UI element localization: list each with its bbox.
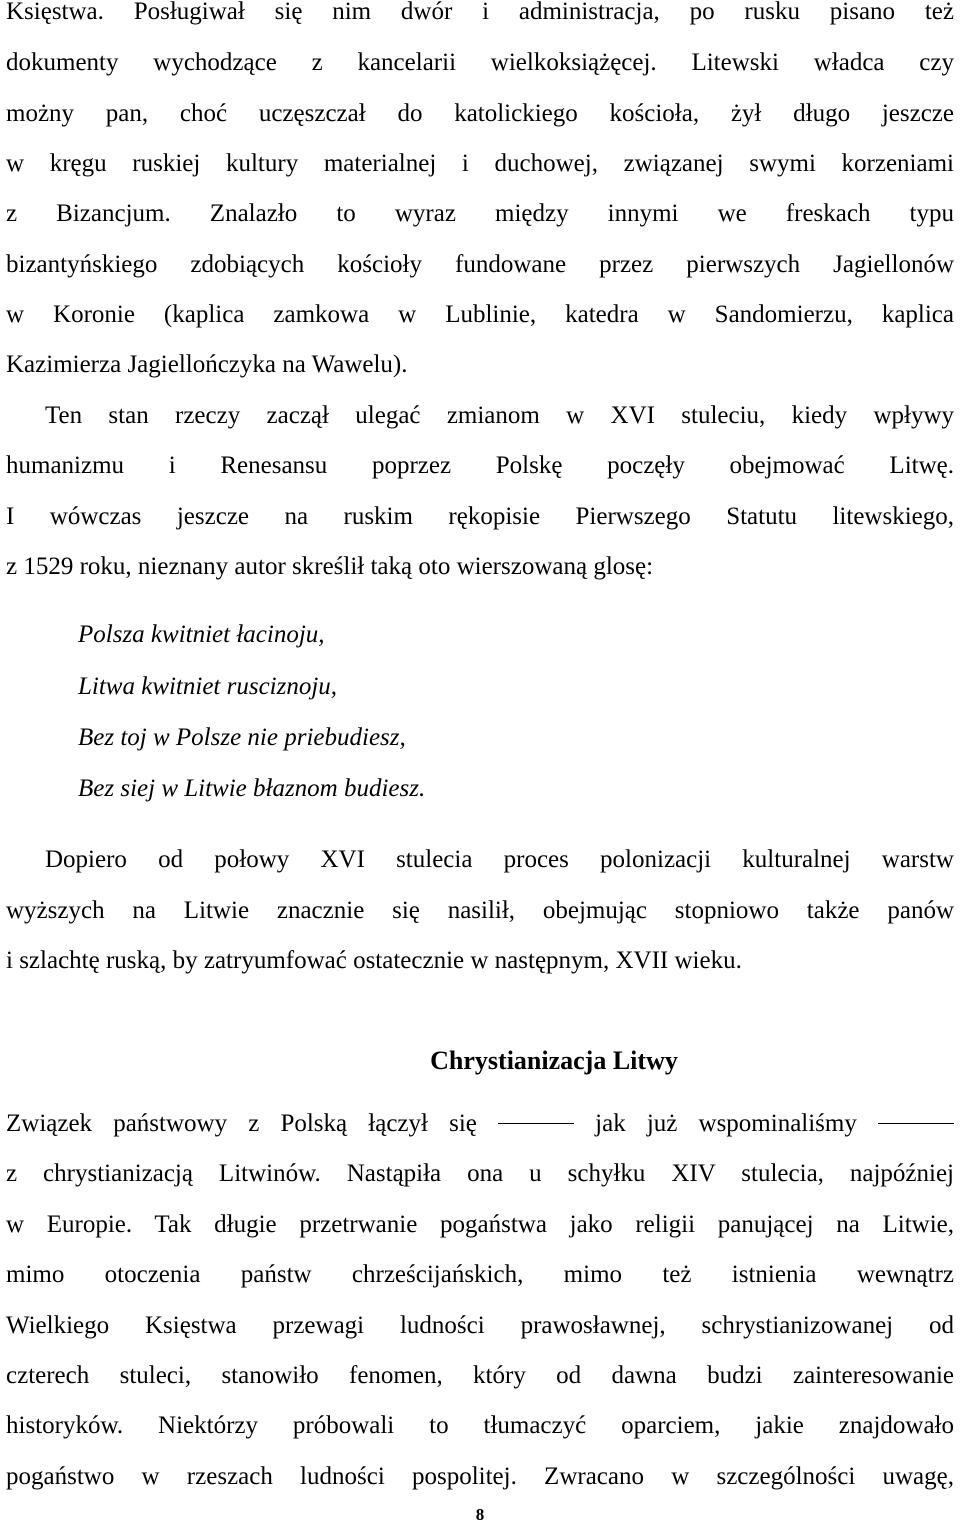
paragraph-4-line-1 [6, 1109, 954, 1139]
paragraph-1-line-7: w Koronie (kaplica zamkowa w Lublinie, katedra w Sandomierzu, kaplica [6, 301, 954, 328]
paragraph-2-line-3: I wówczas jeszcze na ruskim rękopisie Pierwszego Statutu litewskiego, [6, 503, 954, 530]
paragraph-2-line-1: Ten stan rzeczy zaczął ulegać zmianom w XVI stuleciu, kiedy wpływy [45, 402, 954, 429]
paragraph-4-line-3: w Europie. Tak długie przetrwanie pogaństwa jako religii panującej na Litwie, [6, 1211, 954, 1238]
paragraph-4-line-1-middle: jak już wspominaliśmy [595, 1110, 857, 1137]
paragraph-4-line-5: Wielkiego Księstwa przewagi ludności prawosławnej, schrystianizowanej od [6, 1312, 954, 1339]
paragraph-4-line-2: z chrystianizacją Litwinów. Nastąpiła ona u schyłku XIV stulecia, najpóźniej [6, 1160, 954, 1187]
em-dash [878, 1123, 954, 1124]
poem-line-4: Bez siej w Litwie błaznom budiesz. [78, 775, 426, 802]
paragraph-4-line-8: pogaństwo w rzeszach ludności pospolitej. Zwracano w szczególności uwagę, [6, 1463, 954, 1490]
poem-line-3: Bez toj w Polsze nie priebudiesz, [78, 724, 406, 751]
paragraph-1-line-4: w kręgu ruskiej kultury materialnej i duchowej, związanej swymi korzeniami [6, 150, 954, 177]
paragraph-1-line-5: z Bizancjum. Znalazło to wyraz między innymi we freskach typu [6, 200, 954, 227]
paragraph-4-line-4: mimo otoczenia państw chrześcijańskich, mimo też istnienia wewnątrz [6, 1261, 954, 1288]
paragraph-4-line-7: historyków. Niektórzy próbowali to tłumaczyć oparciem, jakie znajdowało [6, 1412, 954, 1439]
poem-line-2: Litwa kwitniet rusciznoju, [78, 673, 338, 700]
paragraph-3-line-2: wyższych na Litwie znacznie się nasilił, obejmując stopniowo także panów [6, 897, 954, 924]
paragraph-1-line-2: dokumenty wychodzące z kancelarii wielkoksiążęcej. Litewski władca czy [6, 49, 954, 76]
paragraph-4-line-1-start: Związek państwowy z Polską łączył się [6, 1110, 477, 1137]
paragraph-4-line-6: czterech stuleci, stanowiło fenomen, który od dawna budzi zainteresowanie [6, 1362, 954, 1389]
em-dash [498, 1123, 574, 1124]
paragraph-1-line-6: bizantyńskiego zdobiących kościoły fundowane przez pierwszych Jagiellonów [6, 251, 954, 278]
paragraph-3-line-1: Dopiero od połowy XVI stulecia proces polonizacji kulturalnej warstw [45, 846, 954, 873]
poem-line-1: Polsza kwitniet łacinoju, [78, 621, 325, 648]
paragraph-1-line-1: Księstwa. Posługiwał się nim dwór i administracja, po rusku pisano też [6, 0, 954, 25]
paragraph-1-line-8: Kazimierza Jagiellończyka na Wawelu). [6, 351, 408, 378]
section-heading: Chrystianizacja Litwy [430, 1046, 678, 1075]
paragraph-3-line-3: i szlachtę ruską, by zatryumfować ostatecznie w następnym, XVII wieku. [6, 947, 742, 974]
paragraph-2-line-4: z 1529 roku, nieznany autor skreślił taką oto wierszowaną glosę: [6, 553, 654, 580]
paragraph-2-line-2: humanizmu i Renesansu poprzez Polskę poczęły obejmować Litwę. [6, 452, 954, 479]
paragraph-1-line-3: możny pan, choć uczęszczał do katolickiego kościoła, żył długo jeszcze [6, 100, 954, 127]
page-number: 8 [475, 1505, 485, 1524]
